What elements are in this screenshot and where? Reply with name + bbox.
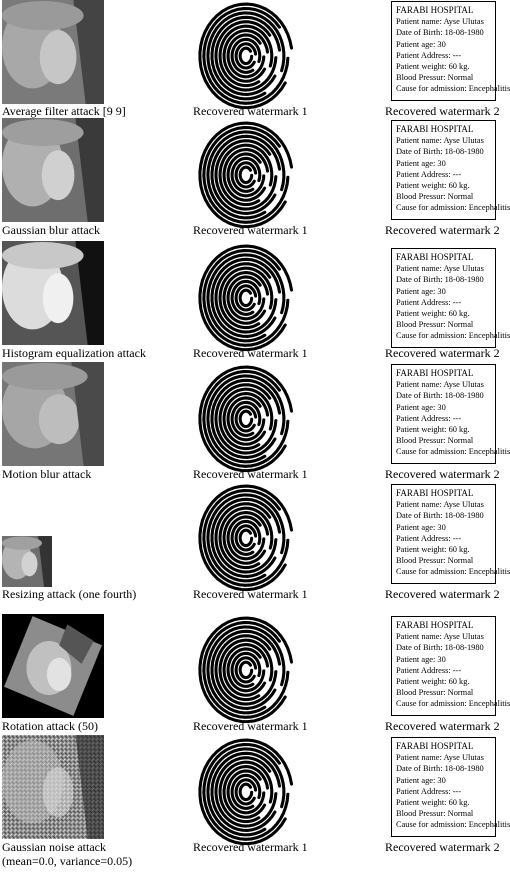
record-hospital-name: FARABI HOSPITAL [396,368,474,378]
record-line: Date of Birth: 18-08-1980 [396,275,484,285]
record-hospital-name: FARABI HOSPITAL [396,741,474,751]
record-line: Patient age: 30 [396,522,446,532]
fingerprint-icon [196,484,292,586]
fingerprint-icon [196,616,292,718]
record-line: Patient weight: 60 kg. [396,677,470,687]
attacked-image-resizing [2,536,52,587]
watermark1-caption: Recovered watermark 1 [193,223,308,237]
attacked-image-gaussian-noise [2,735,104,839]
record-line: Patient weight: 60 kg. [396,798,470,808]
record-line: Date of Birth: 18-08-1980 [396,643,484,653]
attacked-image-gaussian-blur [2,118,104,222]
record-line: Patient Address: --- [396,169,462,179]
record-line: Patient Address: --- [396,786,462,796]
record-hospital-name: FARABI HOSPITAL [396,488,474,498]
record-line: Date of Birth: 18-08-1980 [396,391,484,401]
record-line: Cause for admission: Encephalitis [396,331,510,341]
attack-caption: Histogram equalization attack [2,346,146,360]
record-line: Patient Address: --- [396,50,462,60]
record-hospital-name: FARABI HOSPITAL [396,620,474,630]
record-line: Patient age: 30 [396,286,446,296]
record-line: Blood Pressur: Normal [396,73,474,83]
attack-caption: Rotation attack (50) [2,719,98,733]
record-line: Cause for admission: Encephalitis [396,203,510,213]
record-line: Cause for admission: Encephalitis [396,447,510,457]
watermark1-caption: Recovered watermark 1 [193,346,308,360]
record-line: Patient name: Ayse Ulutas [396,136,484,146]
record-line: Patient age: 30 [396,654,446,664]
patient-record-card [391,484,510,584]
attacked-image-rotation [2,614,104,718]
watermark2-caption: Recovered watermark 2 [385,104,500,118]
watermark2-caption: Recovered watermark 2 [385,467,500,481]
record-hospital-name: FARABI HOSPITAL [396,124,474,134]
record-line: Patient name: Ayse Ulutas [396,753,484,763]
attack-caption: Gaussian noise attack [2,840,106,854]
patient-record-card [391,1,510,101]
record-line: Patient Address: --- [396,297,462,307]
record-line: Patient name: Ayse Ulutas [396,500,484,510]
record-line: Date of Birth: 18-08-1980 [396,764,484,774]
watermark2-caption: Recovered watermark 2 [385,840,500,854]
record-line: Patient weight: 60 kg. [396,62,470,72]
record-line: Date of Birth: 18-08-1980 [396,28,484,38]
record-line: Patient Address: --- [396,665,462,675]
record-hospital-name: FARABI HOSPITAL [396,252,474,262]
patient-record-card [391,616,510,716]
record-line: Patient weight: 60 kg. [396,425,470,435]
record-line: Patient weight: 60 kg. [396,181,470,191]
record-line: Date of Birth: 18-08-1980 [396,511,484,521]
attacked-image-histogram [2,241,104,345]
fingerprint-icon [196,365,292,467]
patient-record-card [391,364,510,464]
fingerprint-icon [196,244,292,346]
patient-record-card [391,248,510,348]
watermark2-caption: Recovered watermark 2 [385,346,500,360]
record-line: Patient age: 30 [396,158,446,168]
record-line: Patient weight: 60 kg. [396,545,470,555]
record-line: Blood Pressur: Normal [396,436,474,446]
watermark1-caption: Recovered watermark 1 [193,467,308,481]
record-line: Cause for admission: Encephalitis [396,84,510,94]
record-line: Patient name: Ayse Ulutas [396,380,484,390]
attack-caption: Motion blur attack [2,467,92,481]
record-line: Blood Pressur: Normal [396,320,474,330]
attack-caption-line2: (mean=0.0, variance=0.05) [2,854,133,868]
record-line: Date of Birth: 18-08-1980 [396,147,484,157]
record-line: Patient age: 30 [396,775,446,785]
record-line: Blood Pressur: Normal [396,688,474,698]
record-line: Patient name: Ayse Ulutas [396,632,484,642]
record-line: Patient weight: 60 kg. [396,309,470,319]
record-line: Blood Pressur: Normal [396,809,474,819]
watermark1-caption: Recovered watermark 1 [193,104,308,118]
record-line: Blood Pressur: Normal [396,192,474,202]
attack-caption: Gaussian blur attack [2,223,100,237]
watermark1-caption: Recovered watermark 1 [193,840,308,854]
patient-record-card [391,120,510,220]
record-line: Patient Address: --- [396,413,462,423]
attack-caption: Resizing attack (one fourth) [2,587,137,601]
fingerprint-icon [196,121,292,223]
fingerprint-icon [196,2,292,104]
record-line: Patient age: 30 [396,402,446,412]
record-line: Patient name: Ayse Ulutas [396,17,484,27]
record-line: Patient Address: --- [396,533,462,543]
watermark1-caption: Recovered watermark 1 [193,719,308,733]
attacked-image-average-filter [2,0,104,104]
watermark2-caption: Recovered watermark 2 [385,587,500,601]
patient-record-card [391,737,510,837]
record-line: Blood Pressur: Normal [396,556,474,566]
fingerprint-icon [196,738,292,840]
watermark2-caption: Recovered watermark 2 [385,719,500,733]
attack-caption: Average filter attack [9 9] [2,104,126,118]
record-line: Cause for admission: Encephalitis [396,567,510,577]
record-line: Cause for admission: Encephalitis [396,699,510,709]
record-line: Patient age: 30 [396,39,446,49]
attacked-image-motion-blur [2,362,104,466]
watermark2-caption: Recovered watermark 2 [385,223,500,237]
record-line: Cause for admission: Encephalitis [396,820,510,830]
record-hospital-name: FARABI HOSPITAL [396,5,474,15]
record-line: Patient name: Ayse Ulutas [396,264,484,274]
watermark1-caption: Recovered watermark 1 [193,587,308,601]
